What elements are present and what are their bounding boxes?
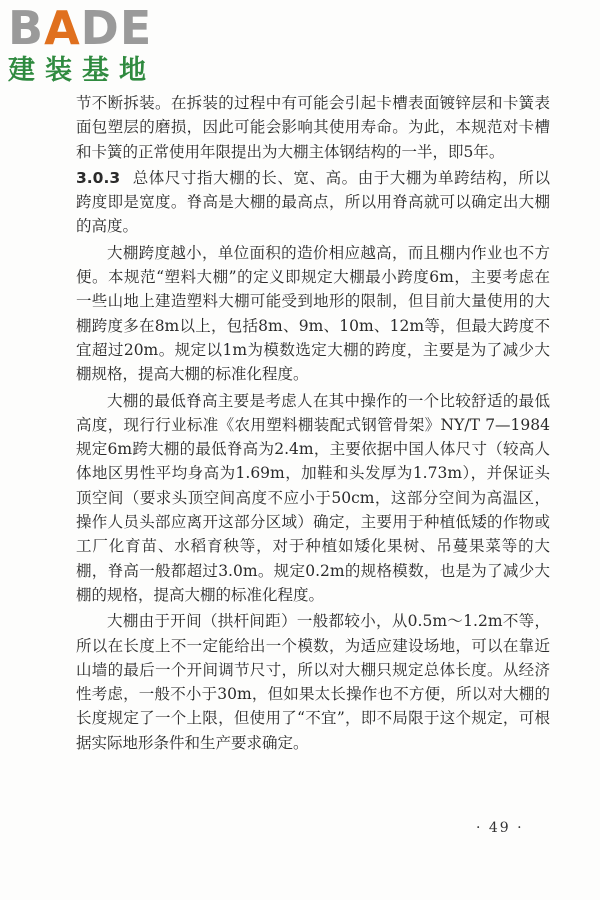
paragraph-span <box>76 241 550 387</box>
clause-3-0-3 <box>76 166 550 239</box>
paragraph-continued <box>76 91 550 164</box>
logo-accent-letter: A <box>44 1 81 55</box>
bade-logo <box>2 2 177 88</box>
paragraph-text: 大棚跨度越小，单位面积的造价相应越高，而且棚内作业也不方便。本规范“塑料大棚”的定义即规定大棚最小跨度6m，主要考虑在一些山地上建造塑料大棚可能受到地形的限制，但目前大量使用的大棚跨度多在8m以上，包括8m、9m、10m、12m等，但最大跨度不宜超过20m。规定以1m为模数选定大棚的跨度，主要是为了减少大棚规格，提高大棚的标准化程度。 <box>76 243 550 384</box>
paragraph-text: 大棚的最低脊高主要是考虑人在其中操作的一个比较舒适的最低高度，现行行业标准《农用塑料棚装配式钢管骨架》NY/T 7—1984规定6m跨大棚的最低脊高为2.4m，主要依据中国人体尺寸（较高人体地区男性平均身高为1.69m，加鞋和头发厚为1.73m），并保证头顶空间（要求头顶空间高度不应小于50cm，这部分空间为高温区，操作人员头部应离开这部分区域）确定，主要用于种植低矮的作物或工厂化育苗、水稻育秧等，对于种植如矮化果树、吊蔓果菜等的大棚，脊高一般都超过3.0m。规定0.2m的规格模数，也是为了减少大棚的规格，提高大棚的标准化程度。 <box>76 391 550 604</box>
paragraph-length <box>76 609 550 755</box>
logo-letter: B <box>8 1 45 55</box>
clause-number: 3.0.3 <box>76 168 121 187</box>
logo-letters: DE <box>80 1 153 55</box>
paragraph-text: 大棚由于开间（拱杆间距）一般都较小，从0.5m～1.2m不等，所以在长度上不一定能给出一个模数，为适应建设场地，可以在靠近山墙的最后一个开间调节尺寸，所以对大棚只规定总体长度。从经济性考虑，一般不小于30m，但如果太长操作也不方便，所以对大棚的长度规定了一个上限，但使用了“不宜”，即不局限于这个规定，可根据实际地形条件和生产要求确定。 <box>76 612 550 752</box>
page-number: · 49 · <box>476 820 524 836</box>
paragraph-text: 节不断拆装。在拆装的过程中有可能会引起卡槽表面镀锌层和卡簧表面包塑层的磨损，因此可能会影响其使用寿命。为此，本规范对卡槽和卡簧的正常使用年限提出为大棚主体钢结构的一半，即5年。 <box>76 94 550 161</box>
logo-subtitle: 建装基地 <box>8 55 156 86</box>
logo-wordmark <box>8 2 152 54</box>
paragraph-text: 总体尺寸指大棚的长、宽、高。由于大棚为单跨结构，所以跨度即是宽度。脊高是大棚的最高点，所以用脊高就可以确定出大棚的高度。 <box>76 168 550 236</box>
paragraph-ridge-height <box>76 389 550 608</box>
body-text <box>76 91 550 755</box>
